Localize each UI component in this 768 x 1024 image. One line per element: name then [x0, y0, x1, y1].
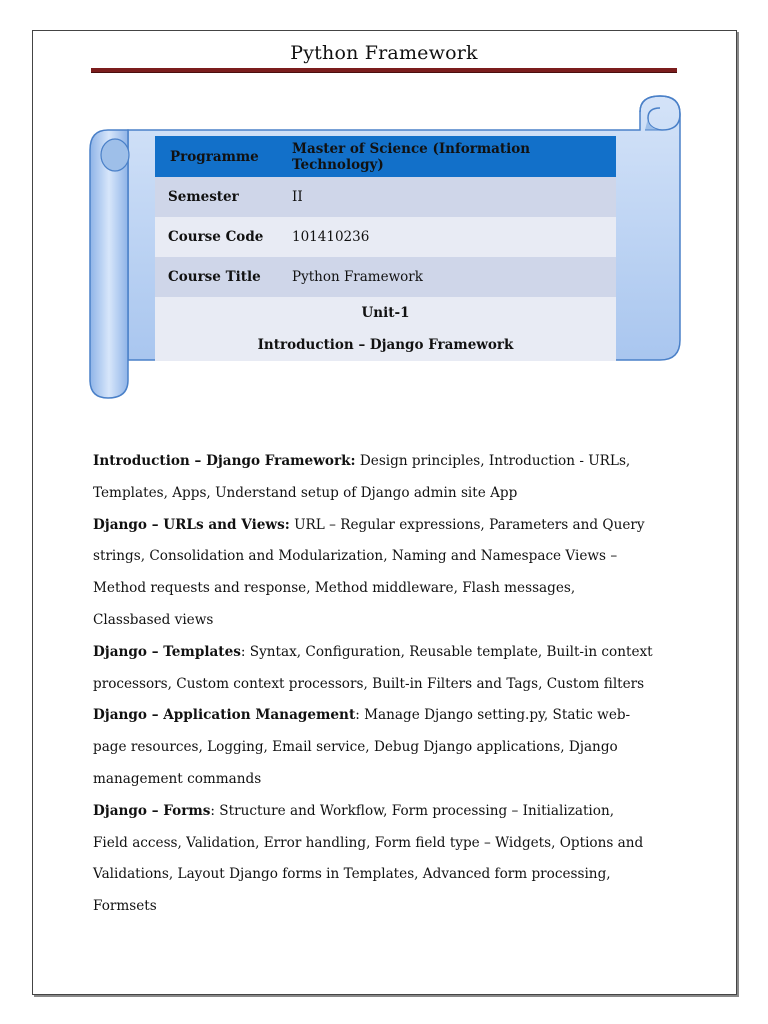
unit-number: Unit-1: [361, 305, 410, 321]
row-label: Course Code: [168, 229, 264, 245]
topic-paragraph: [93, 446, 653, 510]
row-value: Master of Science (Information Technology): [292, 140, 531, 173]
table-row: [155, 177, 616, 217]
table-row: [155, 257, 616, 297]
topic-text: : Structure and Workflow, Form processing – Initialization, Field access, Validation, Error handling, Form field type – Widgets, Options and Validations, Layout Django forms in Templates, Advanced form processing, Formsets: [93, 802, 644, 915]
topic-paragraph: [93, 700, 653, 795]
topic-text: : Syntax, Configuration, Reusable template, Built-in context processors, Custom context processors, Built-in Filters and Tags, Custom filters: [93, 643, 653, 692]
unit-cell: [155, 297, 616, 361]
topic-heading: Django – Templates: [93, 643, 241, 660]
topic-paragraph: [93, 637, 653, 701]
table-row: [155, 136, 616, 177]
topic-heading: Django – URLs and Views:: [93, 516, 290, 533]
row-label: Semester: [168, 189, 239, 205]
syllabus-body: [93, 446, 653, 923]
row-label: Programme: [170, 148, 259, 165]
row-label: Course Title: [168, 269, 261, 285]
unit-row: [155, 297, 616, 361]
topic-heading: Django – Forms: [93, 802, 211, 819]
topic-heading: Introduction – Django Framework:: [93, 453, 356, 469]
unit-title: Introduction – Django Framework: [257, 337, 514, 353]
topic-paragraph: [93, 510, 653, 637]
page-header-title: Python Framework: [290, 42, 478, 64]
topic-heading: Django – Application Management: [93, 707, 356, 724]
table-row: [155, 217, 616, 257]
topic-text: Design principles, Introduction - URLs, Templates, Apps, Understand setup of Django admin site App: [93, 453, 631, 501]
topic-text: : Manage Django setting.py, Static web-page resources, Logging, Email service, Debug Django applications, Django management commands: [93, 707, 631, 787]
course-info-table: [155, 136, 616, 361]
topic-paragraph: [93, 796, 653, 923]
row-value: II: [292, 189, 303, 205]
row-value: Python Framework: [292, 269, 423, 285]
row-value: 101410236: [292, 229, 370, 245]
topic-text: URL – Regular expressions, Parameters and Query strings, Consolidation and Modularization, Naming and Namespace Views – Method requests and response, Method middleware, Flash messages, Classbased views: [93, 516, 645, 628]
